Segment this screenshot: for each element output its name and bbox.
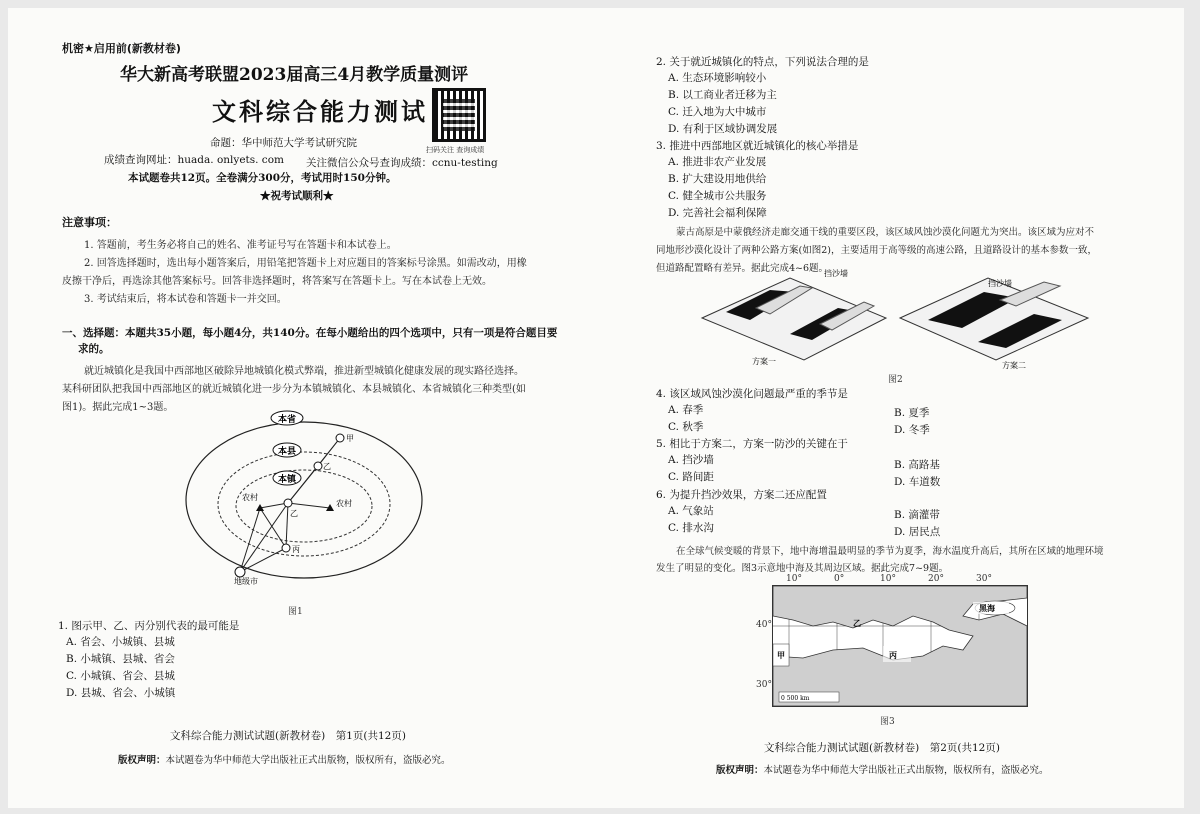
score-site: 成绩查询网址：huada. onlyets. com	[104, 154, 284, 166]
notice-item: 皮擦干净后，再选涂其他答案标号。回答非选择题时，将答案写在答题卡上。写在本试卷上无效。	[62, 276, 492, 287]
q3-stem: 3. 推进中西部地区就近城镇化的核心举措是	[656, 140, 859, 152]
q6-option[interactable]: A. 气象站	[668, 505, 714, 517]
ring-county	[218, 452, 390, 556]
lon-label: 0°	[834, 574, 845, 584]
copyright-label: 版权声明：	[118, 755, 166, 766]
intro-text: 就近城镇化是我国中西部地区破除异地城镇化模式弊端，推进新型城镇化健康发展的现实路径选择。	[84, 366, 524, 377]
plan-label: 方案二	[1002, 361, 1026, 370]
figure-2-caption: 图2	[888, 375, 903, 385]
section-title-cont: 求的。	[78, 343, 110, 355]
q1-option[interactable]: C. 小城镇、省会、县城	[66, 670, 175, 682]
q6-stem: 6. 为提升挡沙效果，方案二还应配置	[656, 489, 827, 501]
node-label: 乙	[323, 462, 331, 471]
intro2-text: 但道路配置略有差异。据此完成4~6题。	[656, 263, 829, 274]
section-title: 一、选择题：本题共35小题，每小题4分，共140分。在每小题给出的四个选项中，只有一项是符合题目要	[62, 327, 558, 339]
notice-item: 3. 考试结束后，将本试卷和答题卡一并交回。	[84, 294, 287, 305]
region-label: 乙	[853, 618, 861, 628]
region-label: 甲	[777, 650, 785, 660]
exam-title: 华大新高考联盟2023届高三4月教学质量测评	[120, 65, 469, 85]
q6-option[interactable]: D. 居民点	[894, 526, 941, 538]
q2-option[interactable]: D. 有利于区域协调发展	[668, 123, 778, 135]
figure-3-caption: 图3	[880, 717, 895, 727]
q5-option[interactable]: D. 车道数	[894, 476, 941, 488]
intro2-text: 蒙古高原是中蒙俄经济走廊交通干线的重要区段，该区域风蚀沙漠化问题尤为突出。该区域为应对不	[676, 227, 1095, 238]
subject-title: 文科综合能力测试	[212, 97, 428, 126]
q5-option[interactable]: C. 路间距	[668, 471, 714, 483]
copyright-left	[118, 752, 451, 766]
copyright-text: 本试题卷为华中师范大学出版社正式出版物，版权所有，盗版必究。	[165, 755, 451, 766]
lat-label: 30°	[756, 680, 772, 690]
node-label: 乙	[290, 509, 298, 518]
q1-option[interactable]: D. 县城、省会、小城镇	[66, 687, 176, 699]
q2-option[interactable]: A. 生态环境影响较小	[668, 72, 767, 84]
copyright-label: 版权声明：	[716, 765, 764, 776]
lat-label: 40°	[756, 620, 772, 630]
exam-info: 本试题卷共12页。全卷满分300分，考试用时150分钟。	[128, 172, 397, 184]
q6-option[interactable]: C. 排水沟	[668, 522, 714, 534]
figure-1-caption: 图1	[288, 607, 303, 617]
q4-option[interactable]: B. 夏季	[894, 407, 930, 419]
q2-option[interactable]: C. 迁入地为大中城市	[668, 106, 767, 118]
q5-stem: 5. 相比于方案二，方案一防沙的关键在于	[656, 438, 848, 450]
figure-1-diagram	[180, 408, 430, 598]
q3-option[interactable]: A. 推进非农产业发展	[668, 156, 767, 168]
node-label: 地级市	[234, 577, 258, 586]
node-label: 农村	[242, 493, 258, 502]
ring-label: 本镇	[278, 475, 297, 485]
copyright-right	[716, 762, 1049, 776]
notice-item: 2. 回答选择题时，选出每小题答案后，用铅笔把答题卡上对应题目的答案标号涂黑。如需改动，用橡	[84, 258, 527, 269]
ring-province	[186, 422, 422, 578]
wall-label: 挡沙墙	[988, 279, 1012, 288]
q2-stem: 2. 关于就近城镇化的特点，下列说法合理的是	[656, 56, 869, 68]
lon-label: 10°	[880, 574, 896, 584]
qr-code-icon[interactable]	[432, 88, 486, 142]
lon-label: 30°	[976, 574, 992, 584]
q4-option[interactable]: A. 春季	[668, 404, 704, 416]
notice-item: 1. 答题前，考生务必将自己的姓名、准考证号写在答题卡和本试卷上。	[84, 240, 397, 251]
intro3-text: 在全球气候变暖的背景下，地中海增温最明显的季节为夏季，海水温度升高后，其所在区域的地理环境	[676, 546, 1104, 557]
copyright-text: 本试题卷为华中师范大学出版社正式出版物，版权所有，盗版必究。	[763, 765, 1049, 776]
qr-caption: 扫码关注 查询成绩	[426, 146, 485, 154]
intro-text: 某科研团队把我国中西部地区的就近城镇化进一步分为本镇城镇化、本县城镇化、本省城镇化三种类型(如	[62, 384, 526, 395]
node-label: 农村	[336, 499, 352, 508]
wall-label: 挡沙墙	[824, 269, 848, 278]
page-footer-right: 文科综合能力测试试题(新教材卷) 第2页(共12页)	[764, 742, 1000, 754]
q2-option[interactable]: B. 以工商业者迁移为主	[668, 89, 777, 101]
ring-label: 本省	[278, 415, 297, 425]
region-label: 黑海	[979, 603, 995, 613]
q3-option[interactable]: D. 完善社会福利保障	[668, 207, 767, 219]
page-footer-left: 文科综合能力测试试题(新教材卷) 第1页(共12页)	[170, 730, 406, 742]
q4-option[interactable]: C. 秋季	[668, 421, 704, 433]
scale-bar: 0 500 km	[781, 695, 810, 702]
intro-text: 图1)。据此完成1~3题。	[62, 402, 174, 413]
figure-2-diagram	[700, 268, 1100, 378]
region-label: 丙	[889, 650, 897, 660]
notice-title: 注意事项：	[62, 216, 117, 229]
q1-stem: 1. 图示甲、乙、丙分别代表的最可能是	[58, 620, 240, 632]
q3-option[interactable]: C. 健全城市公共服务	[668, 190, 767, 202]
node-label: 甲	[346, 434, 354, 443]
author-line: 命题：华中师范大学考试研究院	[210, 137, 357, 149]
q5-option[interactable]: A. 挡沙墙	[668, 454, 714, 466]
q4-option[interactable]: D. 冬季	[894, 424, 930, 436]
q3-option[interactable]: B. 扩大建设用地供给	[668, 173, 767, 185]
plan-label: 方案一	[752, 357, 776, 366]
q5-option[interactable]: B. 高路基	[894, 459, 940, 471]
q4-stem: 4. 该区域风蚀沙漠化问题最严重的季节是	[656, 388, 848, 400]
q1-option[interactable]: B. 小城镇、县城、省会	[66, 653, 175, 665]
mediterranean-map	[772, 585, 1028, 707]
map-graphic	[773, 586, 1027, 706]
confidential-label: 机密★启用前(新教材卷)	[62, 42, 181, 55]
wechat-line: 关注微信公众号查询成绩：ccnu-testing	[306, 157, 498, 169]
q6-option[interactable]: B. 滴灌带	[894, 509, 940, 521]
intro3-text: 发生了明显的变化。图3示意地中海及其周边区域。据此完成7~9题。	[656, 563, 949, 574]
node-label: 丙	[292, 545, 300, 554]
lon-label: 20°	[928, 574, 944, 584]
ring-label: 本县	[278, 447, 297, 457]
lon-label: 10°	[786, 574, 802, 584]
good-luck: ★祝考试顺利★	[260, 190, 334, 202]
q1-option[interactable]: A. 省会、小城镇、县城	[66, 636, 175, 648]
intro2-text: 同地形沙漠化设计了两种公路方案(如图2)，主要适用于高等级的高速公路，且道路设计的基本参数一致，	[656, 245, 1097, 256]
